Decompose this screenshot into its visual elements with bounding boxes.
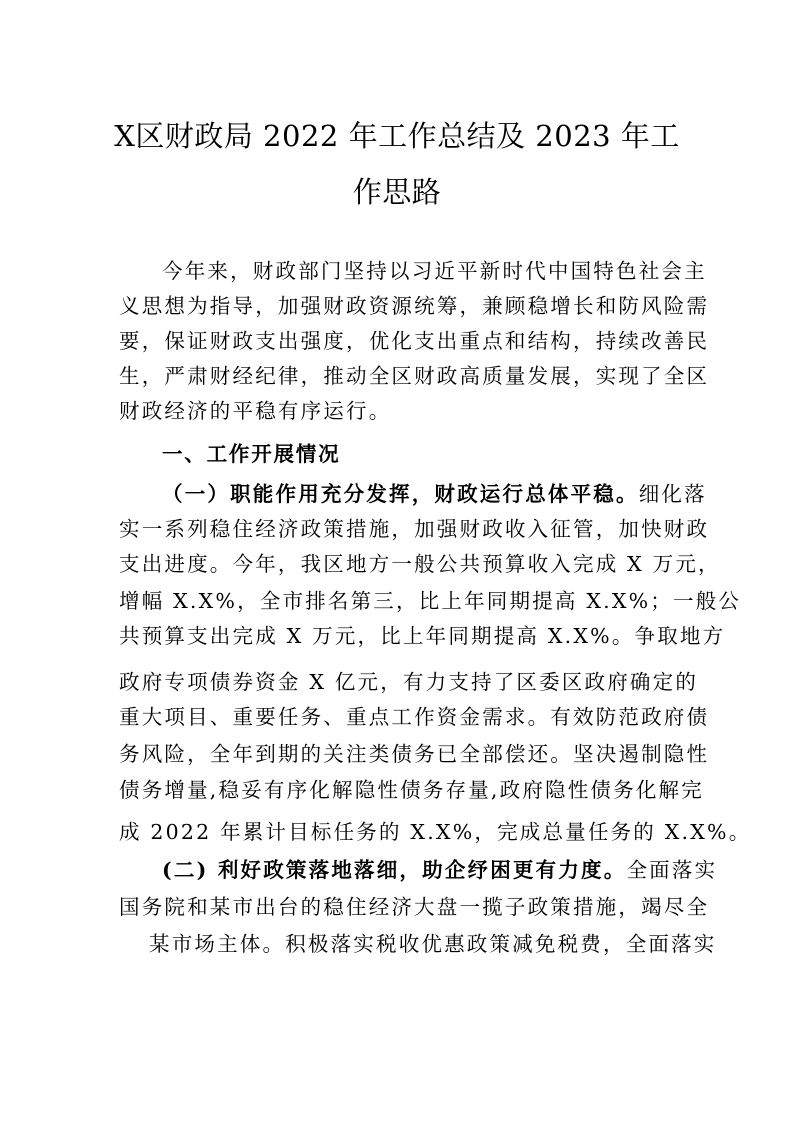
intro-line-3: 要，保证财政支出强度，优化支出重点和结构，持续改善民 bbox=[119, 329, 710, 353]
subsection-1-line-9: 债务增量,稳妥有序化解隐性债务存量,政府隐性债务化解完 bbox=[119, 778, 704, 802]
intro-line-1: 今年来，财政部门坚持以习近平新时代中国特色社会主 bbox=[162, 259, 707, 283]
subsection-2-line-2: 国务院和某市出台的稳住经济大盘一揽子政策措施，竭尽全 bbox=[119, 895, 710, 919]
subsection-1-heading: （一）职能作用充分发挥，财政运行总体平稳。 bbox=[162, 482, 639, 506]
subsection-1-line-4: 增幅 X.X%，全市排名第三，比上年同期提高 X.X%；一般公 bbox=[119, 589, 742, 613]
subsection-1-first-line bbox=[162, 484, 707, 505]
intro-line-2: 义思想为指导，加强财政资源统筹，兼顾稳增长和防风险需 bbox=[119, 294, 710, 318]
intro-line-5: 财政经济的平稳有序运行。 bbox=[119, 399, 392, 423]
subsection-1-line-3: 支出进度。今年，我区地方一般公共预算收入完成 X 万元， bbox=[119, 552, 721, 576]
document-title-line-1: X区财政局 2022 年工作总结及 2023 年工 bbox=[114, 119, 680, 153]
subsection-1-line-10: 成 2022 年累计目标任务的 X.X%，完成总量任务的 X.X%。 bbox=[119, 820, 752, 844]
subsection-1-line-6: 政府专项债券资金 X 亿元，有力支持了区委区政府确定的 bbox=[119, 670, 699, 694]
subsection-1-line-5: 共预算支出完成 X 万元，比上年同期提高 X.X%。争取地方 bbox=[119, 624, 726, 648]
subsection-1-text-start: 细化落 bbox=[638, 482, 707, 506]
subsection-2-first-line bbox=[162, 860, 717, 881]
subsection-2-heading: (二) 利好政策落地落细，助企纾困更有力度。 bbox=[162, 858, 627, 882]
intro-line-4: 生，严肃财经纪律，推动全区财政高质量发展，实现了全区 bbox=[119, 364, 710, 388]
subsection-1-line-8: 务风险，全年到期的关注类债务已全部偿还。坚决遏制隐性 bbox=[119, 742, 710, 766]
subsection-2-line-3: 某市场主体。积极落实税收优惠政策减免税费，全面落实 bbox=[149, 932, 717, 956]
subsection-1-line-2: 实一系列稳住经济政策措施，加强财政收入征管，加快财政 bbox=[119, 517, 710, 541]
section-heading: 一、工作开展情况 bbox=[162, 442, 341, 466]
document-title-line-2: 作思路 bbox=[352, 175, 442, 209]
subsection-2-text-start: 全面落实 bbox=[626, 858, 718, 882]
subsection-1-line-7: 重大项目、重要任务、重点工作资金需求。有效防范政府债 bbox=[119, 705, 710, 729]
